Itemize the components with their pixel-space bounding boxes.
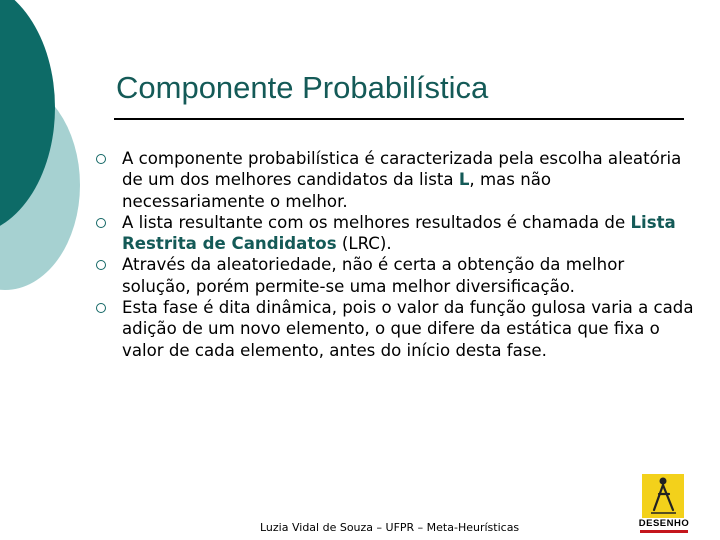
bullet-item — [96, 297, 696, 361]
bullet-text: A componente probabilística é caracterizada pela escolha aleatória de um dos melhores candidatos da lista — [122, 149, 682, 190]
slide-footer: Luzia Vidal de Souza – UFPR – Meta-Heurísticas — [260, 521, 520, 534]
bullet-circle-icon — [96, 260, 106, 270]
bullet-list — [96, 148, 696, 361]
bullet-item — [96, 254, 696, 297]
logo-red-bar — [640, 530, 688, 533]
bullet-item — [96, 148, 696, 212]
bullet-text: (LRC). — [336, 234, 392, 254]
logo-label: DESENHO — [638, 518, 690, 529]
bullet-circle-icon — [96, 303, 106, 313]
desenho-logo — [634, 474, 694, 536]
bullet-text: Esta fase é dita dinâmica, pois o valor da função gulosa varia a cada adição de um novo elemento, o que difere da estática que fixa o valor de cada elemento, antes do início desta fase. — [122, 298, 694, 360]
figure-icon — [642, 474, 684, 518]
bullet-circle-icon — [96, 218, 106, 228]
bullet-circle-icon — [96, 154, 106, 164]
bullet-text: , mas não necessariamente o melhor. — [122, 170, 552, 211]
highlighted-term: Lista Restrita de Candidatos — [122, 212, 676, 254]
highlighted-term: L — [458, 170, 470, 190]
slide-title: Componente Probabilística — [116, 70, 489, 105]
bullet-text: A lista resultante com os melhores resultados é chamada de — [122, 212, 631, 232]
bullet-item — [96, 212, 696, 255]
title-underline — [114, 118, 684, 120]
logo-figure-icon — [642, 474, 684, 518]
bullet-text: Através da aleatoriedade, não é certa a obtenção da melhor solução, porém permite-se uma melhor diversificação. — [122, 255, 625, 296]
